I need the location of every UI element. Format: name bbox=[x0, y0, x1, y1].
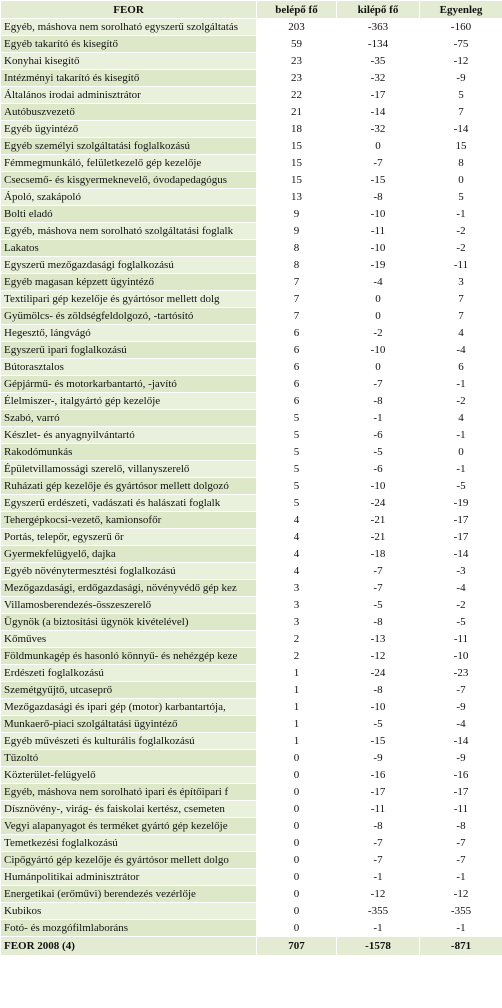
cell-outgoing: -134 bbox=[337, 36, 420, 53]
cell-feor: Egyéb személyi szolgáltatási foglalkozású bbox=[1, 138, 257, 155]
total-row bbox=[1, 937, 502, 956]
cell-feor: Konyhai kisegítő bbox=[1, 53, 257, 70]
cell-balance: -1 bbox=[420, 206, 502, 223]
table-row bbox=[1, 648, 502, 665]
cell-outgoing: -10 bbox=[337, 342, 420, 359]
cell-incoming: 21 bbox=[257, 104, 337, 121]
cell-outgoing: -19 bbox=[337, 257, 420, 274]
cell-feor: Munkaerő-piaci szolgáltatási ügyintéző bbox=[1, 716, 257, 733]
cell-outgoing: -17 bbox=[337, 784, 420, 801]
cell-feor: Portás, telepőr, egyszerű őr bbox=[1, 529, 257, 546]
cell-feor: Egyszerű mezőgazdasági foglalkozású bbox=[1, 257, 257, 274]
cell-balance: -16 bbox=[420, 767, 502, 784]
cell-outgoing: -10 bbox=[337, 699, 420, 716]
cell-feor: Egyéb magasan képzett ügyintéző bbox=[1, 274, 257, 291]
cell-feor: Textilipari gép kezelője és gyártósor mellett dolg bbox=[1, 291, 257, 308]
cell-balance: -17 bbox=[420, 784, 502, 801]
cell-outgoing: -15 bbox=[337, 733, 420, 750]
cell-incoming: 5 bbox=[257, 427, 337, 444]
cell-balance: 7 bbox=[420, 291, 502, 308]
cell-incoming: 6 bbox=[257, 376, 337, 393]
cell-balance: 7 bbox=[420, 104, 502, 121]
cell-incoming: 59 bbox=[257, 36, 337, 53]
table-row bbox=[1, 733, 502, 750]
cell-outgoing: -9 bbox=[337, 750, 420, 767]
table-row bbox=[1, 155, 502, 172]
cell-balance: 0 bbox=[420, 444, 502, 461]
cell-feor: Egyéb, máshova nem sorolható szolgáltatási foglalk bbox=[1, 223, 257, 240]
cell-balance: -2 bbox=[420, 240, 502, 257]
cell-outgoing: -24 bbox=[337, 495, 420, 512]
cell-incoming: 0 bbox=[257, 784, 337, 801]
cell-incoming: 3 bbox=[257, 580, 337, 597]
table-row bbox=[1, 801, 502, 818]
cell-feor: Energetikai (erőművi) berendezés vezérlője bbox=[1, 886, 257, 903]
cell-balance: -4 bbox=[420, 580, 502, 597]
cell-feor: Kőműves bbox=[1, 631, 257, 648]
cell-incoming: 0 bbox=[257, 767, 337, 784]
cell-balance: -4 bbox=[420, 716, 502, 733]
table-row bbox=[1, 512, 502, 529]
cell-feor: Egyszerű erdészeti, vadászati és halászati foglalk bbox=[1, 495, 257, 512]
cell-incoming: 0 bbox=[257, 920, 337, 937]
cell-balance: 0 bbox=[420, 172, 502, 189]
table-row bbox=[1, 36, 502, 53]
table-row bbox=[1, 240, 502, 257]
cell-incoming: 0 bbox=[257, 750, 337, 767]
table-row bbox=[1, 172, 502, 189]
cell-incoming: 4 bbox=[257, 512, 337, 529]
table-row bbox=[1, 461, 502, 478]
cell-outgoing: -7 bbox=[337, 835, 420, 852]
cell-balance: -11 bbox=[420, 257, 502, 274]
column-header-balance: Egyenleg bbox=[420, 1, 502, 19]
table-row bbox=[1, 750, 502, 767]
cell-incoming: 15 bbox=[257, 155, 337, 172]
cell-balance: -17 bbox=[420, 512, 502, 529]
table-body bbox=[1, 19, 502, 937]
table-row bbox=[1, 597, 502, 614]
cell-feor: Ápoló, szakápoló bbox=[1, 189, 257, 206]
cell-incoming: 5 bbox=[257, 444, 337, 461]
cell-feor: Egyéb művészeti és kulturális foglalkozású bbox=[1, 733, 257, 750]
cell-feor: Mezőgazdasági, erdőgazdasági, növényvédő gép kez bbox=[1, 580, 257, 597]
cell-balance: 4 bbox=[420, 325, 502, 342]
cell-incoming: 5 bbox=[257, 461, 337, 478]
cell-balance: -2 bbox=[420, 597, 502, 614]
table-row bbox=[1, 444, 502, 461]
cell-incoming: 1 bbox=[257, 699, 337, 716]
cell-balance: -2 bbox=[420, 393, 502, 410]
cell-incoming: 18 bbox=[257, 121, 337, 138]
table-row bbox=[1, 393, 502, 410]
cell-feor: Csecsemő- és kisgyermeknevelő, óvodapedagógus bbox=[1, 172, 257, 189]
table-row bbox=[1, 767, 502, 784]
cell-balance: -23 bbox=[420, 665, 502, 682]
table-row bbox=[1, 274, 502, 291]
table-row bbox=[1, 495, 502, 512]
cell-balance: -160 bbox=[420, 19, 502, 36]
cell-balance: 6 bbox=[420, 359, 502, 376]
cell-outgoing: -15 bbox=[337, 172, 420, 189]
cell-feor: Tűzoltó bbox=[1, 750, 257, 767]
cell-incoming: 9 bbox=[257, 206, 337, 223]
cell-balance: -9 bbox=[420, 750, 502, 767]
cell-balance: 5 bbox=[420, 189, 502, 206]
cell-incoming: 6 bbox=[257, 342, 337, 359]
cell-balance: -17 bbox=[420, 529, 502, 546]
cell-balance: -14 bbox=[420, 733, 502, 750]
cell-outgoing: -8 bbox=[337, 189, 420, 206]
cell-incoming: 4 bbox=[257, 529, 337, 546]
cell-outgoing: -5 bbox=[337, 444, 420, 461]
cell-outgoing: -8 bbox=[337, 682, 420, 699]
cell-balance: 15 bbox=[420, 138, 502, 155]
cell-incoming: 6 bbox=[257, 325, 337, 342]
cell-outgoing: -24 bbox=[337, 665, 420, 682]
cell-incoming: 7 bbox=[257, 274, 337, 291]
cell-balance: -3 bbox=[420, 563, 502, 580]
cell-outgoing: -11 bbox=[337, 801, 420, 818]
cell-balance: -7 bbox=[420, 835, 502, 852]
cell-feor: Lakatos bbox=[1, 240, 257, 257]
cell-incoming: 1 bbox=[257, 716, 337, 733]
cell-feor: Bolti eladó bbox=[1, 206, 257, 223]
cell-outgoing: -1 bbox=[337, 920, 420, 937]
cell-outgoing: -363 bbox=[337, 19, 420, 36]
cell-incoming: 22 bbox=[257, 87, 337, 104]
cell-outgoing: -13 bbox=[337, 631, 420, 648]
cell-feor: Egyéb takarító és kisegítő bbox=[1, 36, 257, 53]
cell-incoming: 5 bbox=[257, 495, 337, 512]
cell-feor: Épületvillamossági szerelő, villanyszerelő bbox=[1, 461, 257, 478]
cell-feor: Bútorasztalos bbox=[1, 359, 257, 376]
cell-incoming: 15 bbox=[257, 138, 337, 155]
cell-outgoing: -14 bbox=[337, 104, 420, 121]
cell-outgoing: -5 bbox=[337, 716, 420, 733]
cell-outgoing: -8 bbox=[337, 818, 420, 835]
cell-outgoing: -1 bbox=[337, 869, 420, 886]
cell-balance: -75 bbox=[420, 36, 502, 53]
cell-incoming: 1 bbox=[257, 682, 337, 699]
table-row bbox=[1, 886, 502, 903]
cell-feor: Kubikos bbox=[1, 903, 257, 920]
cell-outgoing: 0 bbox=[337, 359, 420, 376]
cell-balance: -1 bbox=[420, 869, 502, 886]
cell-outgoing: -18 bbox=[337, 546, 420, 563]
table-row bbox=[1, 291, 502, 308]
cell-feor: Gyümölcs- és zöldségfeldolgozó, -tartósító bbox=[1, 308, 257, 325]
cell-outgoing: -35 bbox=[337, 53, 420, 70]
table-row bbox=[1, 614, 502, 631]
cell-incoming: 8 bbox=[257, 257, 337, 274]
cell-balance: -9 bbox=[420, 70, 502, 87]
cell-incoming: 0 bbox=[257, 852, 337, 869]
cell-feor: Erdészeti foglalkozású bbox=[1, 665, 257, 682]
cell-outgoing: -10 bbox=[337, 206, 420, 223]
cell-outgoing: -6 bbox=[337, 461, 420, 478]
cell-outgoing: -7 bbox=[337, 852, 420, 869]
cell-outgoing: -5 bbox=[337, 597, 420, 614]
cell-outgoing: -11 bbox=[337, 223, 420, 240]
cell-outgoing: -21 bbox=[337, 512, 420, 529]
cell-balance: 7 bbox=[420, 308, 502, 325]
cell-incoming: 13 bbox=[257, 189, 337, 206]
table-row bbox=[1, 325, 502, 342]
header-row bbox=[1, 1, 502, 19]
cell-feor: Ruházati gép kezelője és gyártósor mellett dolgozó bbox=[1, 478, 257, 495]
cell-outgoing: -7 bbox=[337, 376, 420, 393]
cell-incoming: 203 bbox=[257, 19, 337, 36]
table-row bbox=[1, 257, 502, 274]
cell-outgoing: -21 bbox=[337, 529, 420, 546]
cell-outgoing: -12 bbox=[337, 886, 420, 903]
table-row bbox=[1, 682, 502, 699]
cell-incoming: 6 bbox=[257, 393, 337, 410]
cell-balance: -14 bbox=[420, 546, 502, 563]
cell-feor: Egyéb, máshova nem sorolható egyszerű szolgáltatás bbox=[1, 19, 257, 36]
cell-balance: -1 bbox=[420, 376, 502, 393]
table-row bbox=[1, 223, 502, 240]
cell-feor: Egyéb ügyintéző bbox=[1, 121, 257, 138]
cell-incoming: 0 bbox=[257, 903, 337, 920]
cell-balance: -11 bbox=[420, 801, 502, 818]
cell-feor: Ügynök (a biztosítási ügynök kivételével) bbox=[1, 614, 257, 631]
table-row bbox=[1, 308, 502, 325]
cell-balance: -9 bbox=[420, 699, 502, 716]
cell-outgoing: -4 bbox=[337, 274, 420, 291]
cell-feor: Rakodómunkás bbox=[1, 444, 257, 461]
cell-outgoing: -16 bbox=[337, 767, 420, 784]
table-row bbox=[1, 478, 502, 495]
cell-balance: -19 bbox=[420, 495, 502, 512]
table-row bbox=[1, 563, 502, 580]
table-row bbox=[1, 580, 502, 597]
cell-outgoing: -10 bbox=[337, 478, 420, 495]
cell-feor: Fémmegmunkáló, felületkezelő gép kezelője bbox=[1, 155, 257, 172]
cell-balance: -1 bbox=[420, 920, 502, 937]
table-row bbox=[1, 342, 502, 359]
cell-outgoing: -8 bbox=[337, 614, 420, 631]
cell-balance: -7 bbox=[420, 852, 502, 869]
table-row bbox=[1, 631, 502, 648]
cell-feor: Tehergépkocsi-vezető, kamionsofőr bbox=[1, 512, 257, 529]
table-row bbox=[1, 121, 502, 138]
cell-outgoing: -7 bbox=[337, 580, 420, 597]
cell-outgoing: 0 bbox=[337, 308, 420, 325]
table-row bbox=[1, 699, 502, 716]
cell-outgoing: -17 bbox=[337, 87, 420, 104]
cell-balance: -12 bbox=[420, 53, 502, 70]
cell-balance: -4 bbox=[420, 342, 502, 359]
table-row bbox=[1, 546, 502, 563]
cell-feor: Vegyi alapanyagot és terméket gyártó gép kezelője bbox=[1, 818, 257, 835]
column-header-outgoing: kilépő fő bbox=[337, 1, 420, 19]
cell-balance: 5 bbox=[420, 87, 502, 104]
cell-outgoing: 0 bbox=[337, 291, 420, 308]
cell-feor: Mezőgazdasági és ipari gép (motor) karbantartója, bbox=[1, 699, 257, 716]
table-row bbox=[1, 920, 502, 937]
cell-feor: Hegesztő, lángvágó bbox=[1, 325, 257, 342]
cell-incoming: 0 bbox=[257, 801, 337, 818]
cell-incoming: 9 bbox=[257, 223, 337, 240]
cell-balance: -14 bbox=[420, 121, 502, 138]
cell-balance: -2 bbox=[420, 223, 502, 240]
total-incoming: 707 bbox=[257, 937, 337, 956]
table-row bbox=[1, 903, 502, 920]
cell-feor: Cipőgyártó gép kezelője és gyártósor mellett dolgo bbox=[1, 852, 257, 869]
table-row bbox=[1, 376, 502, 393]
cell-feor: Szemétgyűjtő, utcaseprő bbox=[1, 682, 257, 699]
total-label: FEOR 2008 (4) bbox=[1, 937, 257, 956]
cell-incoming: 2 bbox=[257, 631, 337, 648]
cell-feor: Gyermekfelügyelő, dajka bbox=[1, 546, 257, 563]
cell-feor: Szabó, varró bbox=[1, 410, 257, 427]
cell-incoming: 4 bbox=[257, 546, 337, 563]
cell-balance: 3 bbox=[420, 274, 502, 291]
table-row bbox=[1, 852, 502, 869]
column-header-incoming: belépő fő bbox=[257, 1, 337, 19]
cell-incoming: 3 bbox=[257, 614, 337, 631]
cell-incoming: 0 bbox=[257, 869, 337, 886]
table-row bbox=[1, 70, 502, 87]
cell-feor: Fotó- és mozgófilmlaboráns bbox=[1, 920, 257, 937]
cell-balance: 8 bbox=[420, 155, 502, 172]
table-row bbox=[1, 835, 502, 852]
cell-balance: 4 bbox=[420, 410, 502, 427]
table-row bbox=[1, 410, 502, 427]
cell-incoming: 5 bbox=[257, 410, 337, 427]
cell-outgoing: -12 bbox=[337, 648, 420, 665]
table-row bbox=[1, 818, 502, 835]
cell-incoming: 7 bbox=[257, 308, 337, 325]
cell-incoming: 0 bbox=[257, 835, 337, 852]
cell-outgoing: -7 bbox=[337, 155, 420, 172]
cell-feor: Villamosberendezés-összeszerelő bbox=[1, 597, 257, 614]
cell-outgoing: -32 bbox=[337, 121, 420, 138]
cell-incoming: 4 bbox=[257, 563, 337, 580]
table-row bbox=[1, 104, 502, 121]
cell-incoming: 0 bbox=[257, 886, 337, 903]
cell-balance: -5 bbox=[420, 478, 502, 495]
cell-balance: -1 bbox=[420, 427, 502, 444]
cell-outgoing: -8 bbox=[337, 393, 420, 410]
cell-balance: -10 bbox=[420, 648, 502, 665]
cell-incoming: 15 bbox=[257, 172, 337, 189]
cell-feor: Gépjármű- és motorkarbantartó, -javító bbox=[1, 376, 257, 393]
cell-outgoing: -2 bbox=[337, 325, 420, 342]
cell-outgoing: -10 bbox=[337, 240, 420, 257]
cell-incoming: 23 bbox=[257, 70, 337, 87]
cell-outgoing: -355 bbox=[337, 903, 420, 920]
cell-outgoing: -1 bbox=[337, 410, 420, 427]
cell-outgoing: -6 bbox=[337, 427, 420, 444]
table-row bbox=[1, 716, 502, 733]
cell-feor: Egyéb növénytermesztési foglalkozású bbox=[1, 563, 257, 580]
cell-incoming: 5 bbox=[257, 478, 337, 495]
cell-feor: Egyéb, máshova nem sorolható ipari és építőipari f bbox=[1, 784, 257, 801]
cell-incoming: 2 bbox=[257, 648, 337, 665]
table-row bbox=[1, 529, 502, 546]
cell-balance: -12 bbox=[420, 886, 502, 903]
total-balance: -871 bbox=[420, 937, 502, 956]
cell-feor: Készlet- és anyagnyilvántartó bbox=[1, 427, 257, 444]
table-row bbox=[1, 869, 502, 886]
cell-feor: Egyszerű ipari foglalkozású bbox=[1, 342, 257, 359]
table-row bbox=[1, 53, 502, 70]
cell-feor: Autóbuszvezető bbox=[1, 104, 257, 121]
cell-balance: -5 bbox=[420, 614, 502, 631]
cell-feor: Humánpolitikai adminisztrátor bbox=[1, 869, 257, 886]
cell-feor: Dísznövény-, virág- és faiskolai kertész, csemeten bbox=[1, 801, 257, 818]
cell-feor: Élelmiszer-, italgyártó gép kezelője bbox=[1, 393, 257, 410]
cell-feor: Közterület-felügyelő bbox=[1, 767, 257, 784]
cell-balance: -11 bbox=[420, 631, 502, 648]
cell-incoming: 1 bbox=[257, 665, 337, 682]
table-row bbox=[1, 189, 502, 206]
cell-balance: -355 bbox=[420, 903, 502, 920]
cell-incoming: 7 bbox=[257, 291, 337, 308]
table-row bbox=[1, 138, 502, 155]
table-row bbox=[1, 206, 502, 223]
cell-incoming: 8 bbox=[257, 240, 337, 257]
table-row bbox=[1, 359, 502, 376]
cell-balance: -1 bbox=[420, 461, 502, 478]
cell-balance: -8 bbox=[420, 818, 502, 835]
table-row bbox=[1, 427, 502, 444]
cell-feor: Temetkezési foglalkozású bbox=[1, 835, 257, 852]
cell-incoming: 23 bbox=[257, 53, 337, 70]
column-header-feor: FEOR bbox=[1, 1, 257, 19]
cell-incoming: 0 bbox=[257, 818, 337, 835]
cell-incoming: 1 bbox=[257, 733, 337, 750]
table-row bbox=[1, 665, 502, 682]
total-outgoing: -1578 bbox=[337, 937, 420, 956]
cell-feor: Általános irodai adminisztrátor bbox=[1, 87, 257, 104]
cell-outgoing: 0 bbox=[337, 138, 420, 155]
table-row bbox=[1, 784, 502, 801]
cell-feor: Földmunkagép és hasonló könnyű- és nehézgép keze bbox=[1, 648, 257, 665]
cell-outgoing: -7 bbox=[337, 563, 420, 580]
cell-feor: Intézményi takarító és kisegítő bbox=[1, 70, 257, 87]
cell-balance: -7 bbox=[420, 682, 502, 699]
table-row bbox=[1, 19, 502, 36]
cell-incoming: 6 bbox=[257, 359, 337, 376]
cell-incoming: 3 bbox=[257, 597, 337, 614]
cell-outgoing: -32 bbox=[337, 70, 420, 87]
table-row bbox=[1, 87, 502, 104]
